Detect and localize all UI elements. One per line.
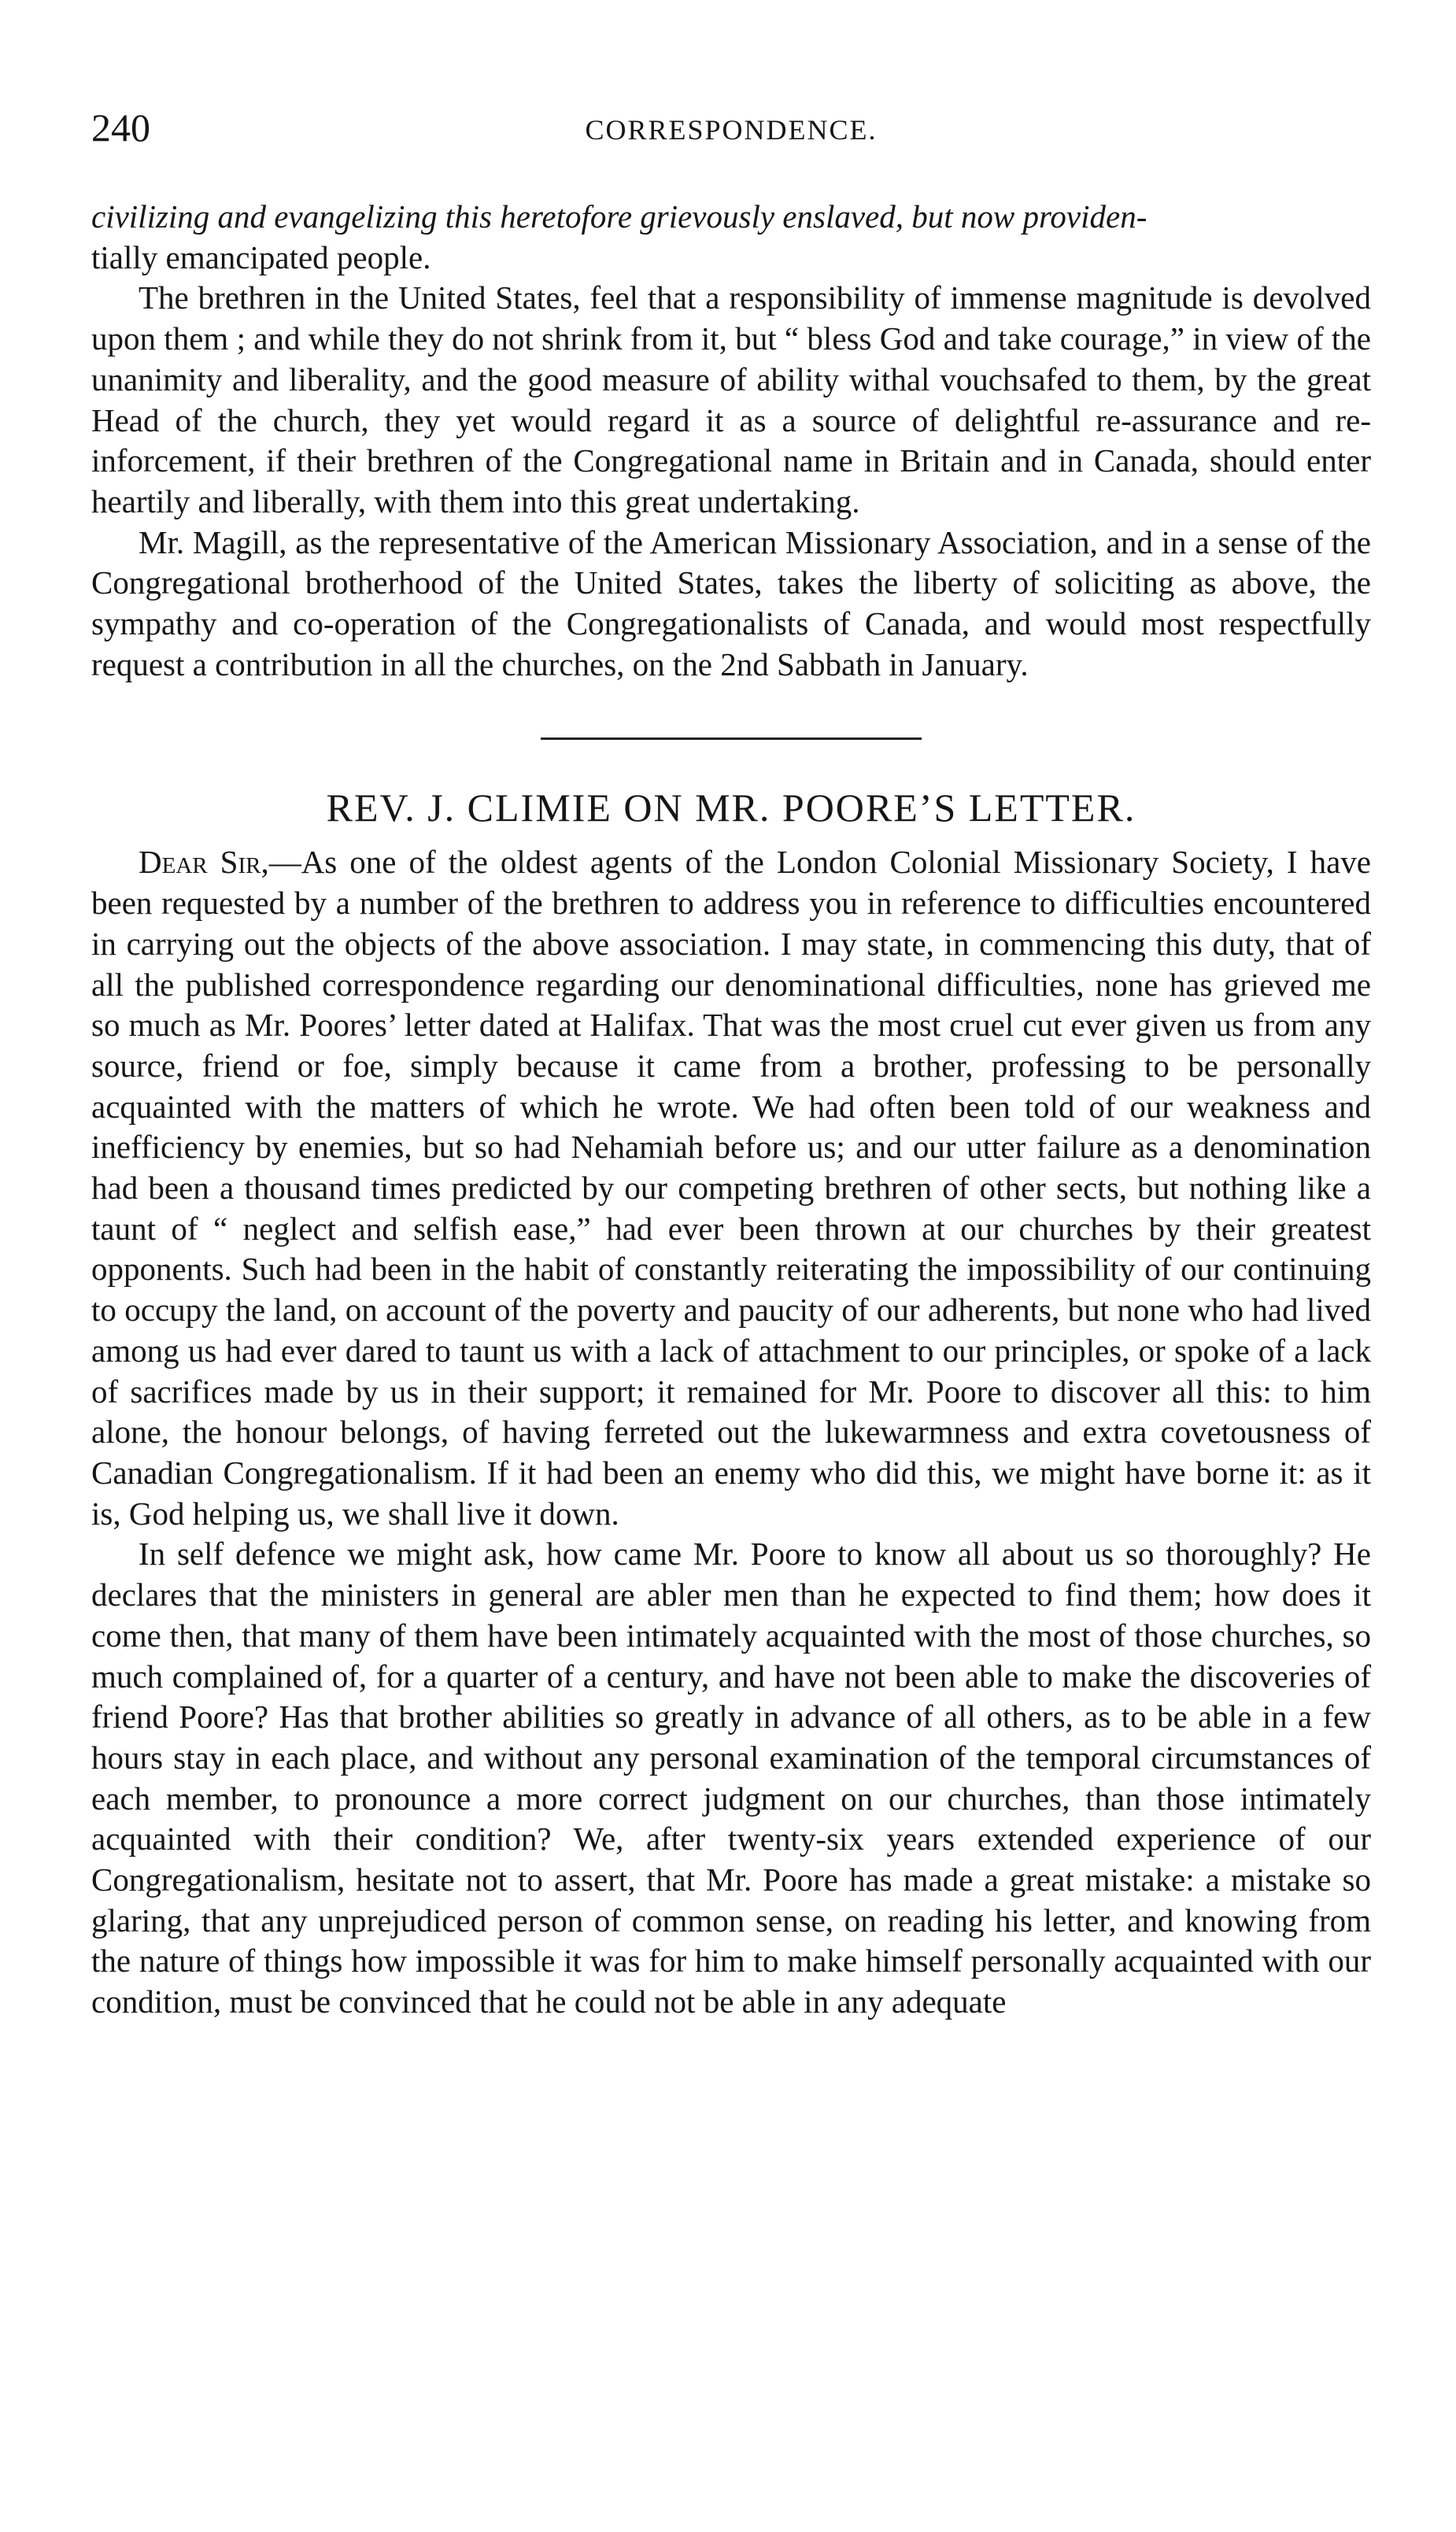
- intro-paragraph-1: [91, 197, 1371, 278]
- page-number: 240: [91, 105, 150, 150]
- page-body: [91, 197, 1371, 2023]
- intro-italic-text: civilizing and evangelizing this heretofore grievously enslaved, but now providen-: [91, 198, 1147, 235]
- running-head: CORRESPONDENCE.: [585, 114, 878, 146]
- article-paragraph-2: In self defence we might ask, how came Mr. Poore to know all about us so thoroughly? He declares that the ministers in general are abler men than he expected to find them; how does it come then, that many of them have been intimately acquainted with the most of those churches, so much complained of, for a quarter of a century, and have not been able to make the discoveries of friend Poore? Has that brother abilities so greatly in advance of all others, as to be able in a few hours stay in each place, and without any personal examination of the temporal circumstances of each member, to pronounce a more correct judgment on our churches, than those intimately acquainted with their condition? We, after twenty-six years extended experience of our Congregationalism, hesitate not to assert, that Mr. Poore has made a great mistake: a mistake so glaring, that any unprejudiced person of common sense, on reading his letter, and knowing from the nature of things how impossible it was for him to make himself personally acquainted with our condition, must be convinced that he could not be able in any adequate: [91, 1536, 1371, 2020]
- intro-paragraph-2: The brethren in the United States, feel that a responsibility of immense magnitude is devolved upon them ; and while they do not shrink from it, but “ bless God and take courage,” in view of the unanimity and liberality, and the good measure of ability withal vouchsafed to them, by the great Head of the church, they yet would regard it as a source of delightful re-assurance and re-inforcement, if their brethren of the Congregational name in Britain and in Canada, should enter heartily and liberally, with them into this great undertaking.: [91, 279, 1371, 519]
- article-paragraph-1-text: —As one of the oldest agents of the London Colonial Missionary Society, I have been requested by a number of the brethren to address you in reference to difficulties encountered in carrying out the objects of the above association. I may state, in commencing this duty, that of all the published correspondence regarding our denominational difficulties, none has grieved me so much as Mr. Poores’ letter dated at Halifax. That was the most cruel cut ever given us from any source, friend or foe, simply because it came from a brother, professing to be personally acquainted with the matters of which he wrote. We had often been told of our weakness and inefficiency by enemies, but so had Nehamiah before us; and our utter failure as a denomination had been a thousand times predicted by our competing brethren of other sects, but nothing like a taunt of “ neglect and selfish ease,” had ever been thrown at our churches by their greatest opponents. Such had been in the habit of constantly reiterating the impossibility of our continuing to occupy the land, on account of the poverty and paucity of our adherents, but none who had lived among us had ever dared to taunt us with a lack of attachment to our principles, or spoke of a lack of sacrifices made by us in their support; it remained for Mr. Poore to discover all this: to him alone, the honour belongs, of having ferreted out the lukewarmness and extra covetousness of Canadian Congregationalism. If it had been an enemy who did this, we might have borne it: as it is, God helping us, we shall live it down.: [91, 844, 1371, 1532]
- intro-paragraph-3: Mr. Magill, as the representative of the American Missionary Association, and in a sense of the Congregational brotherhood of the United States, takes the liberty of soliciting as above, the sympathy and co-operation of the Congregationalists of Canada, and would most respectfully request a contribution in all the churches, on the 2nd Sabbath in January.: [91, 523, 1371, 682]
- article-title: REV. J. CLIMIE ON MR. POORE’S LETTER.: [326, 785, 1136, 830]
- article-paragraph-1: [91, 842, 1371, 1534]
- salutation: Dear Sir,: [139, 844, 269, 881]
- section-divider: [541, 737, 922, 740]
- page-header: [91, 104, 1371, 159]
- intro-paragraph-1-rest: tially emancipated people.: [91, 238, 431, 275]
